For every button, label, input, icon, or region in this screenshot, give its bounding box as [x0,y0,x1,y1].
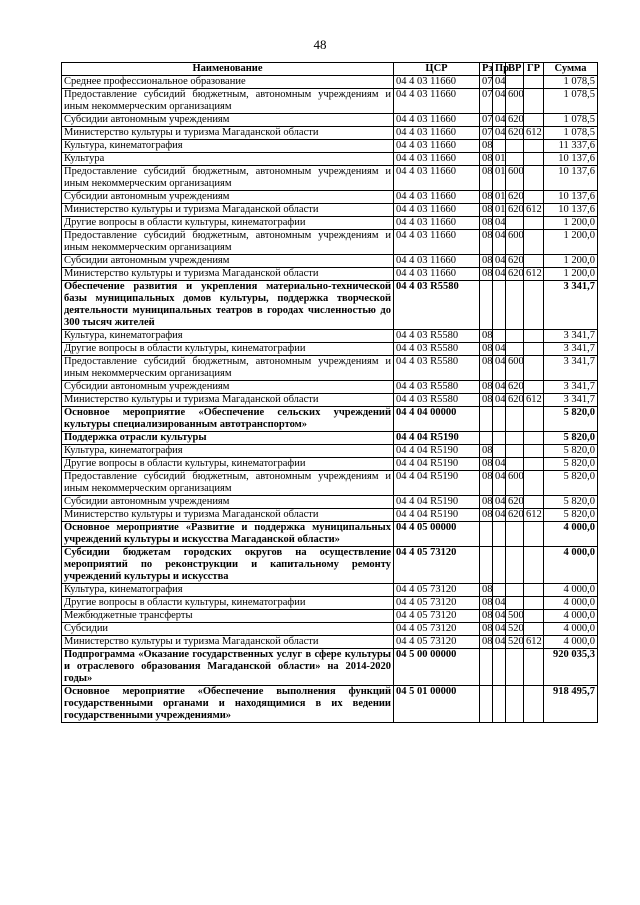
row-gr-cell [524,547,544,584]
row-gr-cell [524,471,544,496]
row-sum-cell: 1 078,5 [544,76,598,89]
row-csr-cell: 04 4 03 R5580 [394,356,480,381]
row-vr-cell: 620 [506,191,524,204]
row-rz-cell [480,522,493,547]
row-pr-cell [493,547,506,584]
row-csr-cell: 04 4 04 R5190 [394,458,480,471]
row-pr-cell [493,649,506,686]
row-sum-cell: 4 000,0 [544,636,598,649]
row-name-cell: Другие вопросы в области культуры, кинематографии [62,217,394,230]
row-gr-cell [524,623,544,636]
row-sum-cell: 4 000,0 [544,623,598,636]
row-name-cell: Субсидии автономным учреждениям [62,381,394,394]
row-gr-cell: 612 [524,509,544,522]
row-csr-cell: 04 4 03 11660 [394,204,480,217]
row-csr-cell: 04 4 05 73120 [394,610,480,623]
row-rz-cell: 08 [480,445,493,458]
table-row [62,230,598,255]
row-name-cell: Субсидии автономным учреждениям [62,255,394,268]
row-gr-cell [524,343,544,356]
row-name-cell: Субсидии автономным учреждениям [62,114,394,127]
table-row [62,597,598,610]
row-sum-cell: 10 137,6 [544,204,598,217]
row-pr-cell [493,686,506,723]
row-gr-cell [524,686,544,723]
row-sum-cell: 5 820,0 [544,407,598,432]
row-vr-cell: 620 [506,381,524,394]
row-gr-cell [524,649,544,686]
row-vr-cell: 500 [506,610,524,623]
row-pr-cell: 04 [493,381,506,394]
table-row [62,432,598,445]
row-name-cell: Культура, кинематография [62,140,394,153]
row-rz-cell [480,407,493,432]
row-vr-cell: 620 [506,127,524,140]
row-pr-cell: 01 [493,166,506,191]
row-name-cell: Культура, кинематография [62,330,394,343]
table-row [62,394,598,407]
row-vr-cell: 620 [506,268,524,281]
row-name-cell: Культура, кинематография [62,445,394,458]
row-name-cell: Министерство культуры и туризма Магаданской области [62,636,394,649]
table-row [62,547,598,584]
row-csr-cell: 04 4 03 11660 [394,217,480,230]
row-name-cell: Предоставление субсидий бюджетным, автономным учреждениям и иным некоммерческим организациям [62,230,394,255]
row-rz-cell: 07 [480,76,493,89]
row-name-cell: Субсидии [62,623,394,636]
row-sum-cell: 5 820,0 [544,445,598,458]
table-row [62,445,598,458]
row-sum-cell: 3 341,7 [544,394,598,407]
row-sum-cell: 10 137,6 [544,153,598,166]
row-gr-cell [524,191,544,204]
row-csr-cell: 04 4 04 R5190 [394,445,480,458]
row-gr-cell: 612 [524,127,544,140]
row-rz-cell: 07 [480,114,493,127]
row-sum-cell: 5 820,0 [544,458,598,471]
row-name-cell: Межбюджетные трансферты [62,610,394,623]
row-sum-cell: 1 078,5 [544,114,598,127]
table-row [62,509,598,522]
row-csr-cell: 04 4 04 R5190 [394,432,480,445]
row-sum-cell: 1 200,0 [544,230,598,255]
row-name-cell: Предоставление субсидий бюджетным, автономным учреждениям и иным некоммерческим организациям [62,89,394,114]
row-vr-cell [506,140,524,153]
row-vr-cell [506,597,524,610]
row-name-cell: Предоставление субсидий бюджетным, автономным учреждениям и иным некоммерческим организациям [62,471,394,496]
row-name-cell: Обеспечение развития и укрепления материально-технической базы муниципальных домов культуры, поддержка творческой деятельности муниципальных театров в городах численностью до 300 тысяч жителей [62,281,394,330]
row-pr-cell [493,281,506,330]
row-rz-cell: 08 [480,330,493,343]
row-name-cell: Министерство культуры и туризма Магаданской области [62,268,394,281]
table-row [62,330,598,343]
row-pr-cell: 01 [493,191,506,204]
row-pr-cell: 04 [493,458,506,471]
row-name-cell: Основное мероприятие «Обеспечение выполнения функций государственными органами и находящимися в их ведении государственными учреждениями» [62,686,394,723]
row-sum-cell: 918 495,7 [544,686,598,723]
table-row [62,89,598,114]
table-row [62,255,598,268]
row-vr-cell: 600 [506,230,524,255]
row-rz-cell: 08 [480,230,493,255]
row-sum-cell: 3 341,7 [544,356,598,381]
row-gr-cell [524,432,544,445]
row-vr-cell [506,649,524,686]
row-vr-cell [506,407,524,432]
row-gr-cell [524,281,544,330]
row-pr-cell [493,522,506,547]
row-sum-cell: 1 200,0 [544,255,598,268]
table-row [62,458,598,471]
row-gr-cell [524,381,544,394]
column-header-sum: Сумма [544,63,598,76]
row-pr-cell: 04 [493,610,506,623]
row-gr-cell [524,166,544,191]
row-csr-cell: 04 4 03 11660 [394,114,480,127]
table-row [62,166,598,191]
row-csr-cell: 04 4 03 11660 [394,191,480,204]
row-gr-cell [524,522,544,547]
row-sum-cell: 3 341,7 [544,381,598,394]
row-rz-cell: 08 [480,153,493,166]
column-header-name: Наименование [62,63,394,76]
row-rz-cell: 08 [480,509,493,522]
row-sum-cell: 4 000,0 [544,522,598,547]
row-csr-cell: 04 4 03 R5580 [394,394,480,407]
row-csr-cell: 04 4 03 11660 [394,166,480,191]
row-vr-cell [506,445,524,458]
row-csr-cell: 04 4 04 R5190 [394,496,480,509]
row-vr-cell [506,547,524,584]
row-name-cell: Субсидии автономным учреждениям [62,496,394,509]
row-pr-cell: 04 [493,127,506,140]
row-name-cell: Основное мероприятие «Обеспечение сельских учреждений культуры специализированным автотранспортом» [62,407,394,432]
row-name-cell: Министерство культуры и туризма Магаданской области [62,204,394,217]
row-rz-cell: 08 [480,356,493,381]
row-csr-cell: 04 4 04 00000 [394,407,480,432]
row-vr-cell: 620 [506,394,524,407]
row-csr-cell: 04 5 00 00000 [394,649,480,686]
table-row [62,140,598,153]
row-csr-cell: 04 4 03 11660 [394,76,480,89]
row-gr-cell [524,458,544,471]
row-pr-cell: 04 [493,89,506,114]
row-csr-cell: 04 4 04 R5190 [394,471,480,496]
row-csr-cell: 04 4 05 73120 [394,636,480,649]
row-vr-cell: 600 [506,89,524,114]
row-sum-cell: 1 078,5 [544,89,598,114]
row-vr-cell: 620 [506,255,524,268]
table-row [62,381,598,394]
row-csr-cell: 04 4 03 11660 [394,255,480,268]
row-vr-cell [506,686,524,723]
row-rz-cell [480,281,493,330]
row-rz-cell: 08 [480,496,493,509]
row-csr-cell: 04 4 03 11660 [394,140,480,153]
row-pr-cell: 04 [493,356,506,381]
table-row [62,636,598,649]
table-row [62,217,598,230]
row-gr-cell [524,445,544,458]
row-name-cell: Министерство культуры и туризма Магаданской области [62,509,394,522]
row-name-cell: Предоставление субсидий бюджетным, автономным учреждениям и иным некоммерческим организациям [62,356,394,381]
row-rz-cell: 08 [480,140,493,153]
row-pr-cell [493,584,506,597]
row-csr-cell: 04 4 05 00000 [394,522,480,547]
row-gr-cell [524,255,544,268]
row-csr-cell: 04 4 03 R5580 [394,281,480,330]
row-gr-cell [524,89,544,114]
row-sum-cell: 10 137,6 [544,166,598,191]
row-rz-cell: 08 [480,471,493,496]
table-row [62,584,598,597]
row-vr-cell [506,281,524,330]
table-row [62,356,598,381]
row-rz-cell: 08 [480,458,493,471]
row-vr-cell: 600 [506,166,524,191]
row-name-cell: Культура [62,153,394,166]
row-sum-cell: 4 000,0 [544,547,598,584]
row-vr-cell: 520 [506,636,524,649]
table-row [62,343,598,356]
row-csr-cell: 04 4 05 73120 [394,597,480,610]
row-name-cell: Основное мероприятие «Развитие и поддержка муниципальных учреждений культуры и искусства Магаданской области» [62,522,394,547]
row-gr-cell [524,330,544,343]
row-pr-cell [493,330,506,343]
row-vr-cell: 520 [506,623,524,636]
row-sum-cell: 3 341,7 [544,281,598,330]
row-name-cell: Поддержка отрасли культуры [62,432,394,445]
row-sum-cell: 11 337,6 [544,140,598,153]
row-sum-cell: 4 000,0 [544,584,598,597]
table-row [62,127,598,140]
row-rz-cell: 08 [480,394,493,407]
row-gr-cell [524,356,544,381]
row-vr-cell [506,76,524,89]
table-row [62,191,598,204]
row-pr-cell: 04 [493,217,506,230]
row-sum-cell: 5 820,0 [544,509,598,522]
row-name-cell: Министерство культуры и туризма Магаданской области [62,127,394,140]
row-pr-cell: 04 [493,268,506,281]
row-sum-cell: 10 137,6 [544,191,598,204]
row-csr-cell: 04 4 03 R5580 [394,343,480,356]
row-pr-cell: 04 [493,76,506,89]
row-rz-cell: 07 [480,89,493,114]
row-rz-cell [480,649,493,686]
page-number: 48 [313,37,327,52]
table-row [62,268,598,281]
table-row [62,522,598,547]
row-sum-cell: 5 820,0 [544,471,598,496]
row-sum-cell: 1 200,0 [544,268,598,281]
row-pr-cell [493,432,506,445]
row-gr-cell: 612 [524,394,544,407]
table-row [62,114,598,127]
table-row [62,623,598,636]
column-header-rz: Рз [480,63,493,76]
row-pr-cell: 04 [493,597,506,610]
table-row [62,407,598,432]
row-pr-cell: 04 [493,471,506,496]
row-vr-cell [506,458,524,471]
row-rz-cell: 08 [480,217,493,230]
row-rz-cell: 08 [480,268,493,281]
table-row [62,153,598,166]
row-vr-cell: 620 [506,204,524,217]
row-pr-cell: 04 [493,230,506,255]
table-row [62,76,598,89]
table-row [62,281,598,330]
table-row [62,686,598,723]
row-rz-cell: 08 [480,166,493,191]
row-pr-cell: 04 [493,343,506,356]
row-gr-cell: 612 [524,636,544,649]
row-csr-cell: 04 4 03 11660 [394,230,480,255]
row-csr-cell: 04 5 01 00000 [394,686,480,723]
row-name-cell: Другие вопросы в области культуры, кинематографии [62,343,394,356]
table-row [62,496,598,509]
row-rz-cell: 08 [480,343,493,356]
row-name-cell: Другие вопросы в области культуры, кинематографии [62,458,394,471]
row-rz-cell [480,686,493,723]
row-csr-cell: 04 4 03 11660 [394,89,480,114]
row-vr-cell [506,330,524,343]
row-rz-cell: 08 [480,255,493,268]
row-vr-cell: 620 [506,509,524,522]
row-sum-cell: 4 000,0 [544,597,598,610]
row-name-cell: Культура, кинематография [62,584,394,597]
row-gr-cell [524,153,544,166]
row-gr-cell [524,230,544,255]
row-pr-cell: 04 [493,509,506,522]
column-header-csr: ЦСР [394,63,480,76]
row-name-cell: Среднее профессиональное образование [62,76,394,89]
table-row [62,471,598,496]
column-header-gr: ГР [524,63,544,76]
row-gr-cell: 612 [524,204,544,217]
row-pr-cell: 04 [493,114,506,127]
row-vr-cell [506,584,524,597]
table-header-row [62,63,598,76]
row-gr-cell [524,217,544,230]
row-vr-cell: 600 [506,471,524,496]
row-rz-cell: 08 [480,191,493,204]
row-sum-cell: 4 000,0 [544,610,598,623]
row-pr-cell: 04 [493,255,506,268]
row-rz-cell: 08 [480,623,493,636]
row-csr-cell: 04 4 03 R5580 [394,330,480,343]
row-gr-cell [524,76,544,89]
table-row [62,204,598,217]
row-rz-cell: 08 [480,584,493,597]
row-rz-cell [480,547,493,584]
row-csr-cell: 04 4 05 73120 [394,623,480,636]
budget-table [61,62,598,723]
column-header-pr: Пр [493,63,506,76]
row-csr-cell: 04 4 03 11660 [394,268,480,281]
row-sum-cell: 1 200,0 [544,217,598,230]
row-rz-cell: 08 [480,381,493,394]
row-pr-cell [493,445,506,458]
row-vr-cell: 600 [506,356,524,381]
row-csr-cell: 04 4 03 11660 [394,153,480,166]
row-sum-cell: 3 341,7 [544,343,598,356]
row-vr-cell [506,432,524,445]
table-row [62,649,598,686]
table-row [62,610,598,623]
row-gr-cell [524,496,544,509]
row-pr-cell [493,140,506,153]
row-pr-cell: 01 [493,153,506,166]
row-gr-cell [524,114,544,127]
row-pr-cell: 04 [493,394,506,407]
row-sum-cell: 3 341,7 [544,330,598,343]
row-pr-cell: 01 [493,204,506,217]
row-name-cell: Субсидии бюджетам городских округов на осуществление мероприятий по реконструкции и капитальному ремонту учреждений культуры и искусства [62,547,394,584]
row-csr-cell: 04 4 03 11660 [394,127,480,140]
row-pr-cell: 04 [493,496,506,509]
row-gr-cell [524,584,544,597]
row-pr-cell: 04 [493,636,506,649]
row-rz-cell: 08 [480,636,493,649]
row-sum-cell: 5 820,0 [544,432,598,445]
row-name-cell: Министерство культуры и туризма Магаданской области [62,394,394,407]
row-sum-cell: 1 078,5 [544,127,598,140]
row-vr-cell [506,522,524,547]
row-name-cell: Подпрограмма «Оказание государственных услуг в сфере культуры и отраслевого образования Магаданской области» на 2014-2020 годы» [62,649,394,686]
row-pr-cell: 04 [493,623,506,636]
row-vr-cell: 620 [506,496,524,509]
row-csr-cell: 04 4 05 73120 [394,547,480,584]
row-vr-cell [506,153,524,166]
row-rz-cell: 07 [480,127,493,140]
column-header-vr: ВР [506,63,524,76]
row-gr-cell [524,140,544,153]
row-vr-cell [506,217,524,230]
row-gr-cell [524,407,544,432]
row-pr-cell [493,407,506,432]
row-csr-cell: 04 4 05 73120 [394,584,480,597]
row-name-cell: Субсидии автономным учреждениям [62,191,394,204]
row-sum-cell: 5 820,0 [544,496,598,509]
row-gr-cell: 612 [524,268,544,281]
table-body [62,76,598,723]
row-gr-cell [524,610,544,623]
row-rz-cell: 08 [480,204,493,217]
row-rz-cell [480,432,493,445]
row-rz-cell: 08 [480,597,493,610]
row-vr-cell: 620 [506,114,524,127]
row-csr-cell: 04 4 04 R5190 [394,509,480,522]
row-name-cell: Предоставление субсидий бюджетным, автономным учреждениям и иным некоммерческим организациям [62,166,394,191]
row-sum-cell: 920 035,3 [544,649,598,686]
row-rz-cell: 08 [480,610,493,623]
row-gr-cell [524,597,544,610]
row-name-cell: Другие вопросы в области культуры, кинематографии [62,597,394,610]
row-vr-cell [506,343,524,356]
row-csr-cell: 04 4 03 R5580 [394,381,480,394]
